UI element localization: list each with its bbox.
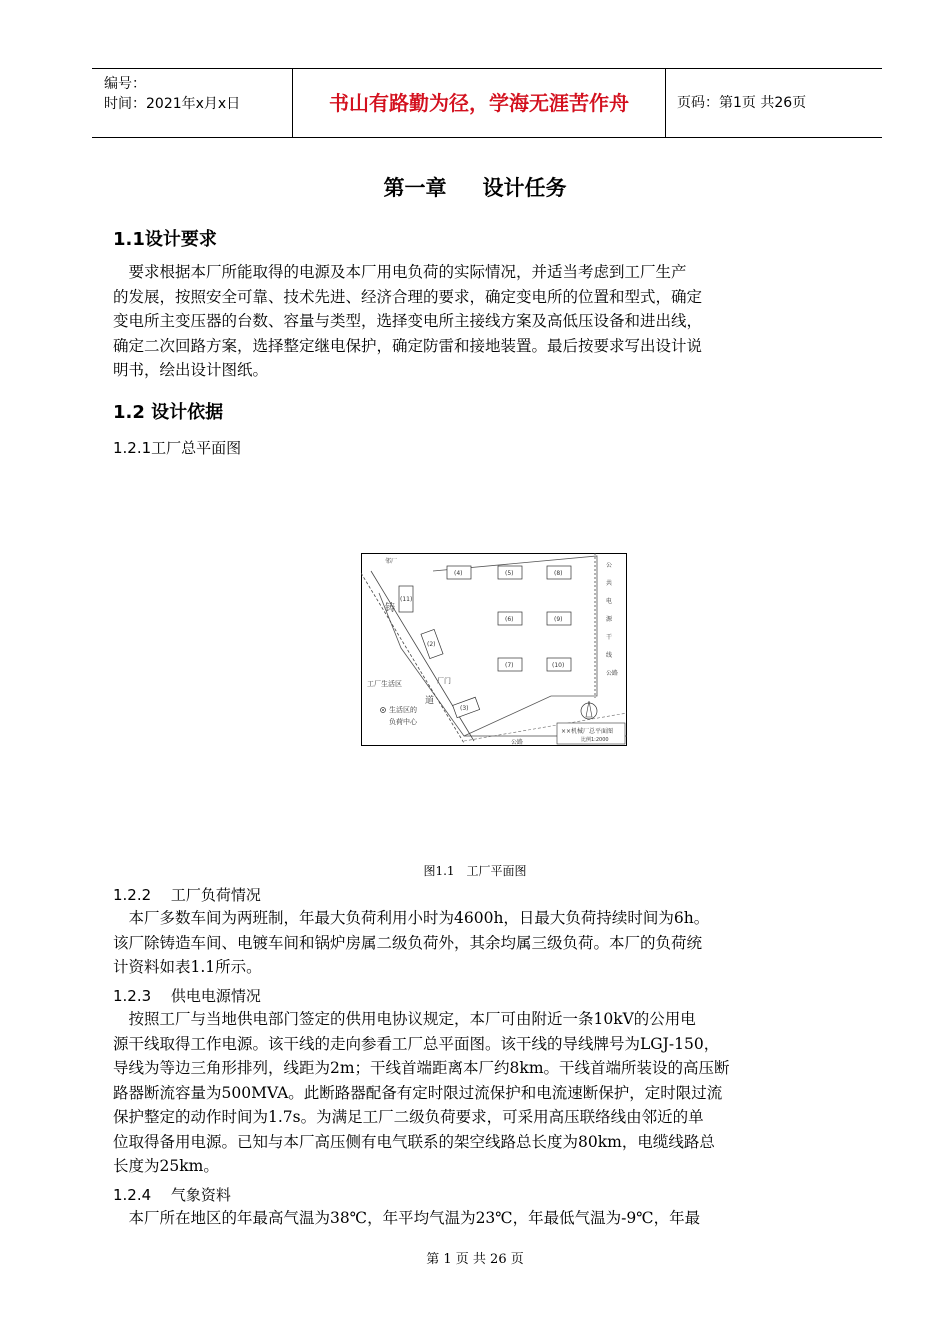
svg-text:共: 共 xyxy=(606,580,613,587)
section-1-2-2-body xyxy=(113,906,863,980)
highway-bottom-label: 公路 xyxy=(511,739,524,746)
section-heading-1-2-4: 1.2.4 气象资料 xyxy=(113,1186,231,1204)
page-header xyxy=(92,68,882,138)
neighbor-plant-label: 邻厂 xyxy=(385,558,398,565)
text-line: 源干线取得工作电源。该干线的走向参看工厂总平面图。该干线的导线牌号为LGJ-150， xyxy=(113,1034,720,1053)
building-label: (3) xyxy=(460,705,469,712)
road-label: 道 xyxy=(425,696,435,706)
page-footer: 第 1 页 共 26 页 xyxy=(426,1252,524,1267)
life-center-label: 负荷中心 xyxy=(389,718,417,726)
plan-scale: 比例1:2000 xyxy=(581,737,609,743)
text-line: 本厂多数车间为两班制，年最大负荷利用小时为4600h，日最大负荷持续时间为6h。 xyxy=(113,909,710,927)
text-line: 位取得备用电源。已知与本厂高压侧有电气联系的架空线路总长度为80km，电缆线路总 xyxy=(113,1132,715,1151)
highway-right-label: 公路 xyxy=(606,670,619,677)
header-meta xyxy=(92,69,293,137)
section-heading-1-2-3: 1.2.3 供电电源情况 xyxy=(113,987,261,1005)
text-line: 计资料如表1.1所示。 xyxy=(113,958,262,976)
text-line: 按照工厂与当地供电部门签定的供用电协议规定，本厂可由附近一条10kV的公用电 xyxy=(113,1010,696,1028)
text-line: 确定二次回路方案，选择整定继电保护，确定防雷和接地装置。最后按要求写出设计说 xyxy=(113,336,703,355)
building-label: (9) xyxy=(554,616,563,623)
svg-text:公: 公 xyxy=(606,562,613,569)
svg-text:源: 源 xyxy=(606,616,613,623)
building-label: (5) xyxy=(505,570,514,577)
chapter-number: 第一章 xyxy=(383,176,447,200)
road-label: 铸 xyxy=(385,603,395,614)
section-heading-1-2-2: 1.2.2 工厂负荷情况 xyxy=(113,886,261,904)
header-motto: 书山有路勤为径，学海无涯苦作舟 xyxy=(293,69,666,137)
gate-label: 厂门 xyxy=(437,677,451,685)
text-line: 长度为25km。 xyxy=(113,1157,219,1175)
section-heading-1-1: 1.1设计要求 xyxy=(113,229,217,250)
doc-time-label: 时间：2021年x月x日 xyxy=(104,96,241,112)
building-label: (2) xyxy=(427,641,436,648)
text-line: 路器断流容量为500MVA。此断路器配备有定时限过流保护和电流速断保护，定时限过流 xyxy=(113,1083,723,1102)
section-heading-1-2-1: 1.2.1工厂总平面图 xyxy=(113,439,242,457)
section-1-1-body xyxy=(113,260,863,383)
figure-caption: 图1.1 工厂平面图 xyxy=(423,864,527,878)
header-page-number: 页码：第1页 共26页 xyxy=(677,95,807,111)
building-label: (8) xyxy=(554,570,563,577)
section-1-2-4-body xyxy=(113,1206,863,1231)
text-line: 要求根据本厂所能取得的电源及本厂用电负荷的实际情况，并适当考虑到工厂生产 xyxy=(113,263,687,281)
life-center-label: 生活区的 xyxy=(389,706,417,714)
building-label: (4) xyxy=(454,570,463,577)
building-label: (10) xyxy=(552,662,565,669)
text-line: 本厂所在地区的年最高气温为38℃，年平均气温为23℃，年最低气温为-9℃，年最 xyxy=(113,1209,701,1227)
building-label: (7) xyxy=(505,662,514,669)
text-line: 变电所主变压器的台数、容量与类型，选择变电所主接线方案及高低压设备和进出线， xyxy=(113,312,703,330)
building-label: (6) xyxy=(505,616,514,623)
text-line: 明书，绘出设计图纸。 xyxy=(113,361,269,379)
chapter-title xyxy=(0,172,950,202)
chapter-name: 设计任务 xyxy=(482,176,567,200)
svg-text:干: 干 xyxy=(606,634,613,641)
text-line: 的发展，按照安全可靠、技术先进、经济合理的要求，确定变电所的位置和型式，确定 xyxy=(113,287,703,306)
svg-text:电: 电 xyxy=(606,598,613,605)
text-line: 导线为等边三角形排列，线距为2m；干线首端距离本厂约8km。干线首端所装设的高压断 xyxy=(113,1059,730,1077)
building-label: (11) xyxy=(400,596,413,603)
life-area-label: 工厂生活区 xyxy=(367,680,402,688)
text-line: 保护整定的动作时间为1.7s。为满足工厂二级负荷要求，可采用高压联络线由邻近的单 xyxy=(113,1108,704,1126)
section-1-2-3-body xyxy=(113,1007,863,1179)
factory-plan-figure xyxy=(361,553,627,746)
doc-number-label: 编号： xyxy=(104,76,146,92)
section-heading-1-2: 1.2 设计依据 xyxy=(113,402,224,423)
plan-title: ××机械厂总平面图 xyxy=(561,728,614,735)
text-line: 该厂除铸造车间、电镀车间和锅炉房属二级负荷外，其余均属三级负荷。本厂的负荷统 xyxy=(113,933,703,952)
svg-text:线: 线 xyxy=(606,652,613,659)
load-center-marker xyxy=(382,709,384,711)
